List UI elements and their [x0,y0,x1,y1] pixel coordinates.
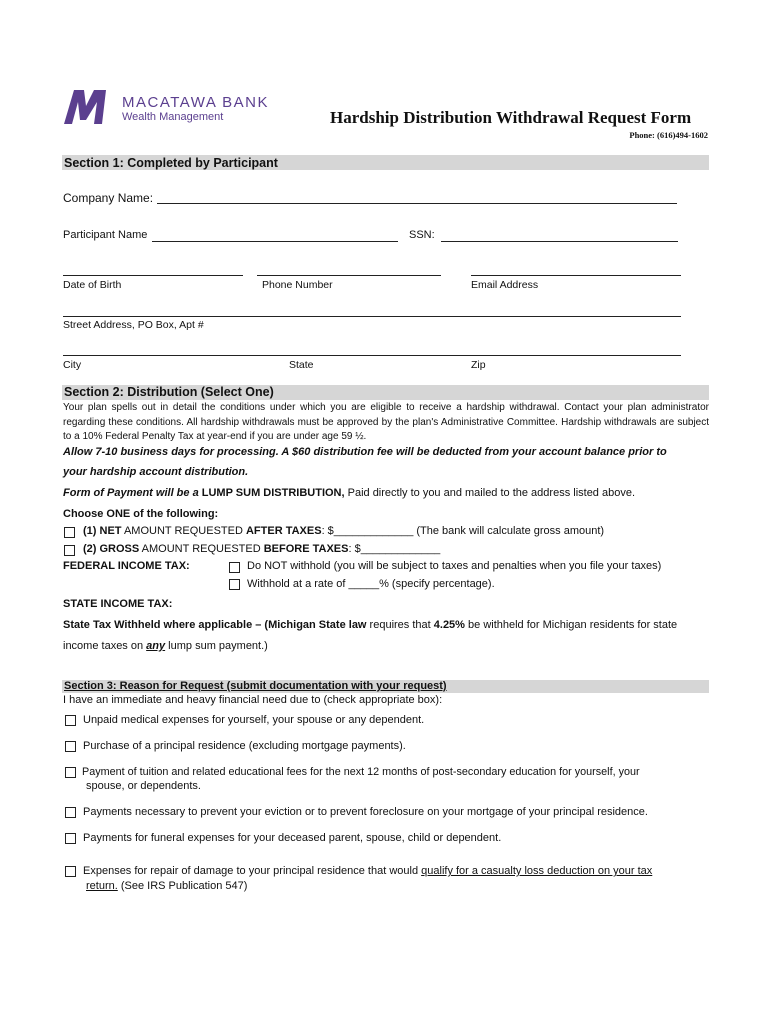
company-name-field[interactable] [157,203,677,204]
section2-intro: Your plan spells out in detail the conditions under which you are eligible to receive a hardship withdrawal. Contact your plan administrator regarding these conditions. All hardship withdrawals must be approved by the plan's Administrative Committee. Hardship withdrawals are subject to a 10% Federal Penalty Tax at year-end if you are under age 59 ½. [63,402,709,442]
federal-tax-label: FEDERAL INCOME TAX: [63,560,190,572]
state-tax-d: be withheld for Michigan residents for state [464,619,678,631]
participant-name-field[interactable] [152,241,398,242]
processing-notice-line1: Allow 7-10 business days for processing. A $60 distribution fee will be deducted from your account balance prior to [63,446,667,458]
reason-medical-label: Unpaid medical expenses for yourself, your spouse or any dependent. [83,714,425,726]
gross-amount-num: (2) [83,543,100,555]
net-amount-option [83,525,604,537]
street-field[interactable] [63,316,681,317]
reason-tuition-line1: Payment of tuition and related educational fees for the next 12 months of post-secondary education for yourself, your [82,766,640,778]
company-name-label: Company Name: [63,191,154,205]
reason-repair-b: qualify for a casualty loss deduction on your tax [421,865,653,877]
zip-label: Zip [471,359,486,371]
fed-withhold-rate-checkbox[interactable] [229,579,240,590]
form-title: Hardship Distribution Withdrawal Request Form [330,108,692,127]
payment-form-prefix: Form of Payment will be a [63,487,202,499]
fed-withhold-rate-label: Withhold at a rate of _____% (specify percentage). [247,578,495,590]
bank-logo [64,90,114,124]
section3-title-text: Section 3: Reason for Request (submit documentation with your request) [64,680,447,692]
state-tax-any [146,640,165,652]
phone-field[interactable] [257,275,441,276]
state-tax-a: State Tax Withheld where applicable – (Michigan State law [63,619,367,631]
net-amount-field: : $_____________ (The bank will calculate gross amount) [321,525,605,537]
city-state-zip-field[interactable] [63,355,681,356]
state-tax-line1 [63,619,677,631]
net-amount-taxes: AFTER TAXES [245,525,322,537]
choose-one-label: Choose ONE of the following: [63,508,219,520]
bank-logo-mark-icon [64,90,114,124]
gross-amount-keyword: GROSS [99,543,140,555]
section3-intro: I have an immediate and heavy financial need due to (check appropriate box): [63,694,443,706]
gross-amount-taxes: BEFORE TAXES [263,543,349,555]
gross-amount-field: : $_____________ [348,543,441,555]
reason-repair-c: return. [86,880,118,892]
reason-eviction-checkbox[interactable] [65,807,76,818]
reason-tuition-line2: spouse, or dependents. [86,780,201,792]
gross-amount-text: AMOUNT REQUESTED [139,543,264,555]
payment-form-type: LUMP SUM DISTRIBUTION, [201,487,345,499]
reason-medical-checkbox[interactable] [65,715,76,726]
section1-title: Section 1: Completed by Participant [64,156,278,170]
reason-funeral-label: Payments for funeral expenses for your deceased parent, spouse, child or dependent. [83,832,502,844]
state-tax-e: income taxes on [63,640,147,652]
state-tax-rate: 4.25% [433,619,465,631]
email-label: Email Address [471,279,539,291]
bank-name: MACATAWA BANK [122,94,270,111]
reason-repair-d: (See IRS Publication 547) [117,880,248,892]
participant-name-label: Participant Name [63,229,148,241]
fed-no-withhold-checkbox[interactable] [229,562,240,573]
payment-form-line [63,487,635,499]
reason-tuition-checkbox[interactable] [65,767,76,778]
bank-subtitle: Wealth Management [122,111,224,123]
reason-funeral-checkbox[interactable] [65,833,76,844]
fed-no-withhold-label: Do NOT withhold (you will be subject to taxes and penalties when you file your taxes) [247,560,662,572]
street-label: Street Address, PO Box, Apt # [63,319,204,331]
state-tax-g: lump sum payment.) [165,640,268,652]
dob-label: Date of Birth [63,279,122,291]
net-amount-checkbox[interactable] [64,527,75,538]
payment-form-note: Paid directly to you and mailed to the address listed above. [344,487,636,499]
reason-repair-line2 [86,880,247,892]
email-field[interactable] [471,275,681,276]
net-amount-keyword: NET [99,525,122,537]
state-tax-line2 [63,640,268,652]
reason-residence-label: Purchase of a principal residence (excluding mortgage payments). [83,740,406,752]
state-label: State [289,359,314,371]
reason-eviction-label: Payments necessary to prevent your eviction or to prevent foreclosure on your mortgage of your principal residence. [83,806,648,818]
state-tax-b: requires that [366,619,434,631]
net-amount-text: AMOUNT REQUESTED [121,525,246,537]
gross-amount-option [83,543,440,555]
phone-number: Phone: (616)494-1602 [629,130,708,140]
section2-title: Section 2: Distribution (Select One) [64,385,274,399]
processing-notice-line2: your hardship account distribution. [63,466,249,478]
ssn-label: SSN: [409,229,435,241]
state-tax-label: STATE INCOME TAX: [63,598,173,610]
section3-title [64,680,447,692]
gross-amount-checkbox[interactable] [64,545,75,556]
reason-repair-line1 [83,865,652,877]
city-label: City [63,359,82,371]
dob-field[interactable] [63,275,243,276]
reason-repair-a: Expenses for repair of damage to your principal residence that would [83,865,422,877]
state-tax-any-underline: any [146,640,166,652]
reason-repair-checkbox[interactable] [65,866,76,877]
ssn-field[interactable] [441,241,678,242]
reason-residence-checkbox[interactable] [65,741,76,752]
net-amount-num: (1) [83,525,100,537]
phone-label: Phone Number [262,279,333,291]
